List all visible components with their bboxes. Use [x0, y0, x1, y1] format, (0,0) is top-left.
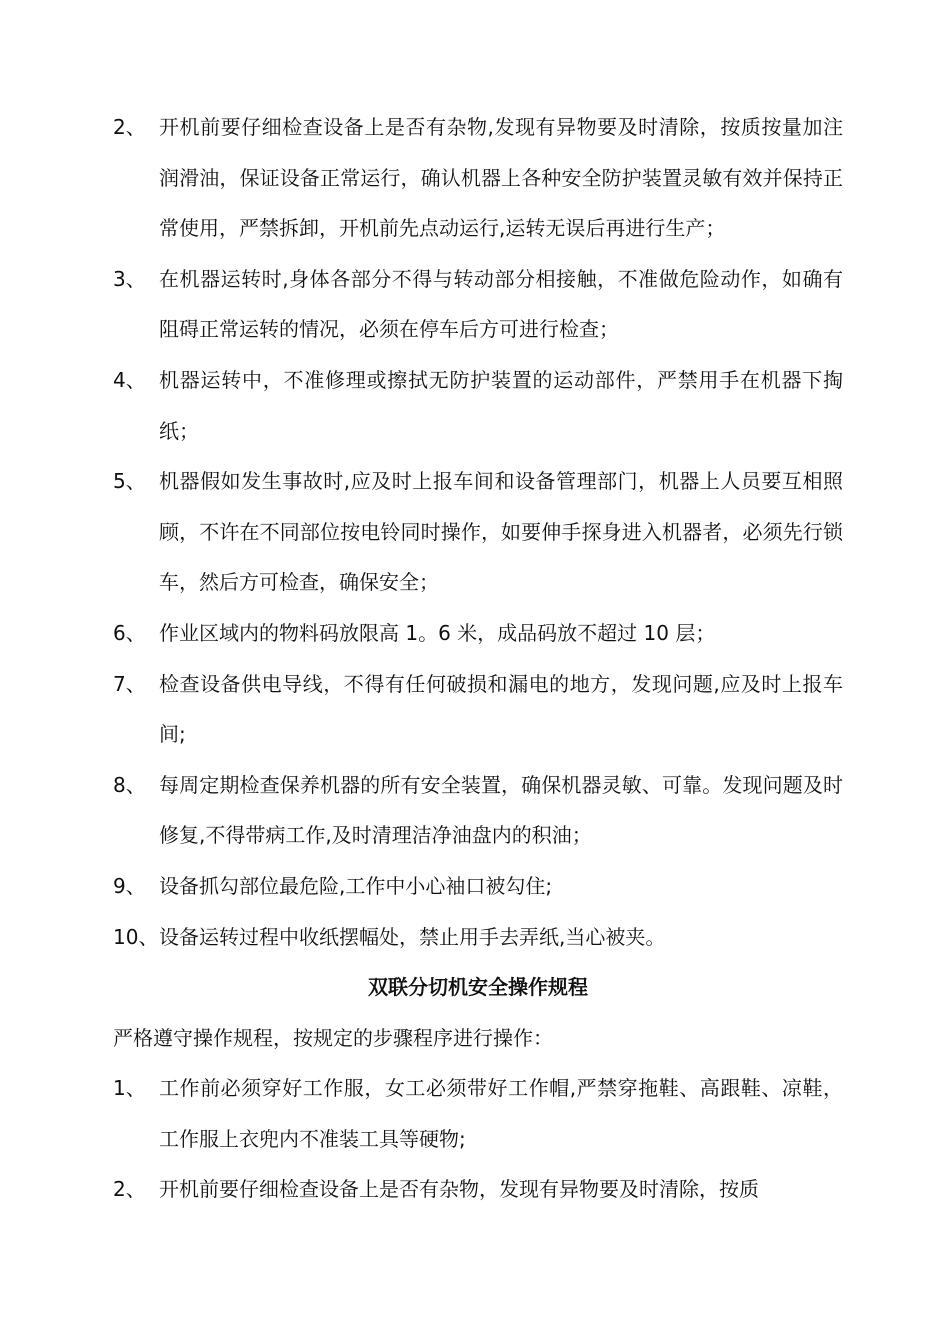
list-item-text: 设备抓勾部位最危险,工作中小心袖口被勾住;	[159, 873, 553, 898]
list-item-text: 作业区域内的物料码放限高 1。6 米，成品码放不超过 10 层；	[159, 620, 716, 645]
list-item-text: 工作前必须穿好工作服，女工必须带好工作帽,严禁穿拖鞋、高跟鞋、凉鞋，工作服上衣兜内不准装工具等硬物;	[159, 1076, 843, 1151]
list-item-text: 每周定期检查保养机器的所有安全装置，确保机器灵敏、可靠。发现问题及时修复,不得带病工作,及时清理洁净油盘内的积油；	[159, 772, 843, 848]
list-item-number: 2、	[113, 1177, 146, 1202]
section-title: 双联分切机安全操作规程	[368, 975, 588, 1000]
list-item	[113, 1164, 843, 1215]
list-item-number: 10、	[113, 924, 159, 949]
list-item	[113, 1063, 843, 1164]
intro-paragraph: 严格遵守操作规程，按规定的步骤程序进行操作：	[113, 1025, 553, 1050]
list-item-number: 1、	[113, 1076, 146, 1101]
list-item	[113, 659, 843, 760]
list-item	[113, 912, 843, 963]
list-item	[113, 456, 843, 608]
list-item-number: 9、	[113, 873, 146, 898]
list-item-number: 7、	[113, 671, 146, 696]
list-item-text: 检查设备供电导线，不得有任何破损和漏电的地方，发现问题,应及时上报车间;	[159, 671, 843, 747]
list-item	[113, 102, 843, 254]
list-item-text: 机器运转中，不准修理或擦拭无防护装置的运动部件，严禁用手在机器下掏纸；	[159, 367, 843, 443]
list-item-text: 设备运转过程中收纸摆幅处，禁止用手去弄纸,当心被夹。	[159, 924, 666, 949]
list-item	[113, 254, 843, 355]
list-item-text: 机器假如发生事故时,应及时上报车间和设备管理部门，机器上人员要互相照顾，不许在不同部位按电铃同时操作，如要伸手探身进入机器者，必须先行锁车，然后方可检查，确保安全；	[159, 469, 843, 595]
list-item-number: 2、	[113, 115, 146, 139]
list-item-number: 3、	[113, 266, 146, 291]
list-item	[113, 861, 843, 912]
list-item-number: 5、	[113, 469, 146, 494]
list-item	[113, 760, 843, 861]
list-item-text: 开机前要仔细检查设备上是否有杂物，发现有异物要及时清除，按质	[159, 1177, 759, 1202]
list-item	[113, 608, 843, 659]
list-item-text: 开机前要仔细检查设备上是否有杂物,发现有异物要及时清除，按质按量加注润滑油，保证设备正常运行，确认机器上各种安全防护装置灵敏有效并保持正常使用，严禁拆卸，开机前先点动运行,运转无误后再进行生产；	[159, 115, 843, 241]
list-item-text: 在机器运转时,身体各部分不得与转动部分相接触，不准做危险动作，如确有阻碍正常运转的情况，必须在停车后方可进行检查；	[159, 266, 843, 342]
list-item-number: 4、	[113, 367, 146, 392]
list-item-number: 8、	[113, 772, 146, 797]
list-item	[113, 355, 843, 456]
document-body	[113, 102, 843, 1215]
list-item-number: 6、	[113, 620, 146, 645]
